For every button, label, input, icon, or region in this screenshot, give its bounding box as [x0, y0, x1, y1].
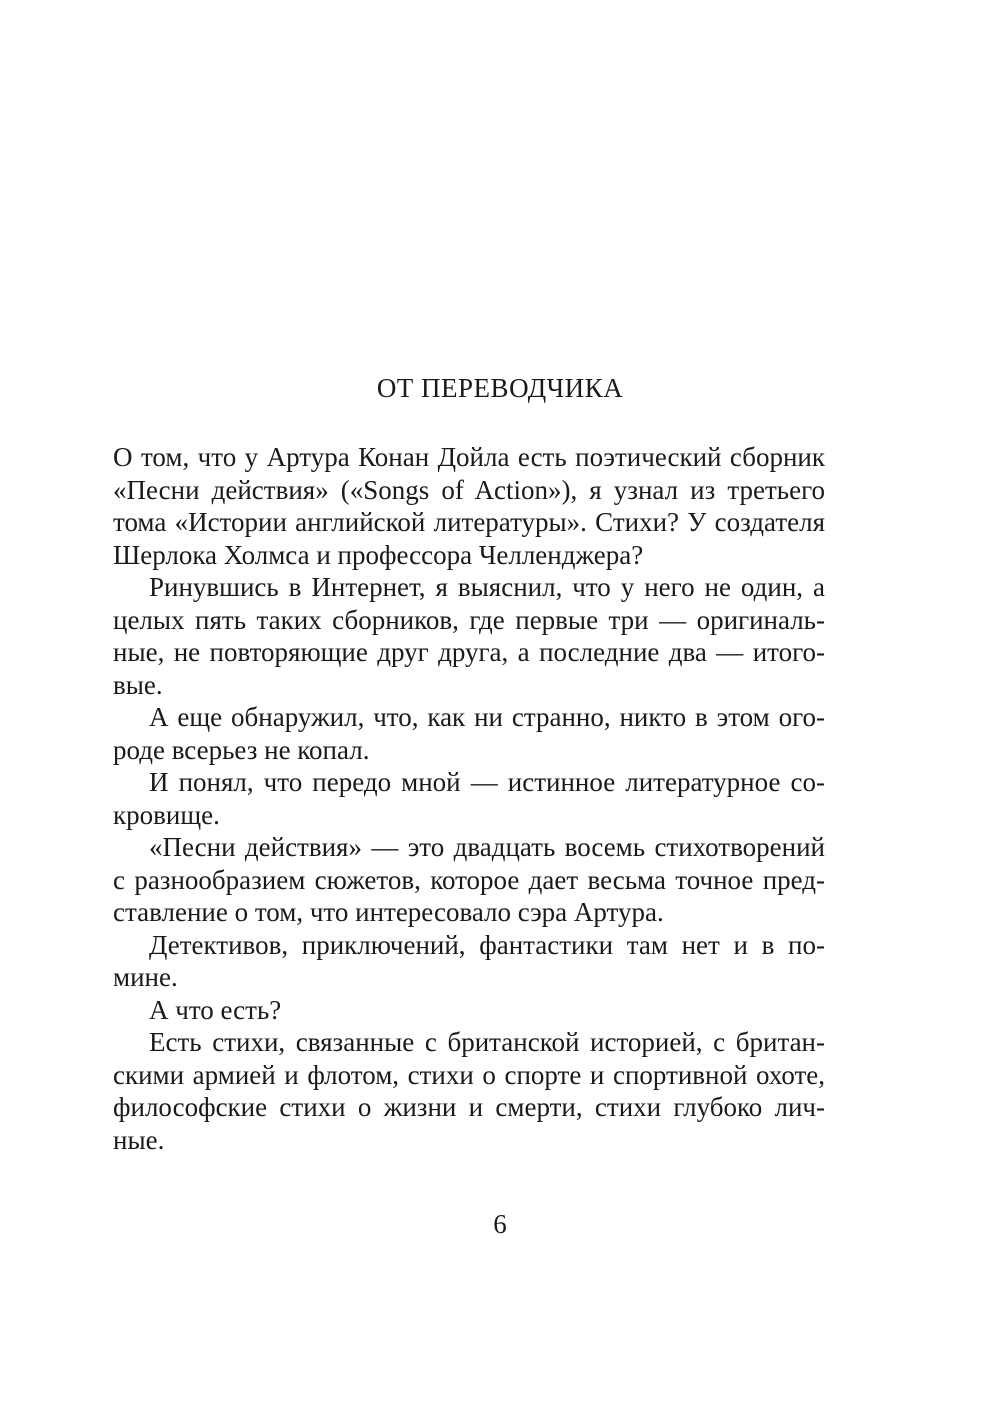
chapter-title: ОТ ПЕРЕВОДЧИКА	[376, 373, 624, 403]
text-line: роде всерьез не копал.	[113, 734, 370, 765]
text-line: тома «Истории английской литературы». Стихи? У создателя	[113, 507, 825, 537]
text-line: А еще обнаружил, что, как ни странно, никто в этом ого-	[149, 702, 825, 732]
text-line: Шерлока Холмса и профессора Челленджера?	[113, 539, 644, 570]
text-line: целых пять таких сборников, где первые три — оригиналь-	[113, 604, 825, 635]
paragraph-2	[113, 571, 825, 701]
text-line: «Песни действия» — это двадцать восемь стихотворений	[149, 832, 825, 862]
paragraph-3	[113, 701, 825, 766]
text-line: И понял, что передо мной — истинное литературное со-	[149, 767, 825, 797]
text-line: Детективов, приключений, фантастики там нет и в по-	[149, 929, 825, 960]
paragraph-5	[113, 831, 825, 929]
paragraph-7	[113, 994, 825, 1027]
paragraph-1	[113, 441, 825, 571]
text-line: ные.	[113, 1124, 165, 1155]
text-line: О том, что у Артура Конан Дойла есть поэтический сборник	[113, 442, 825, 472]
paragraph-6	[113, 929, 825, 994]
text-line: А что есть?	[149, 994, 282, 1025]
text-line: скими армией и флотом, стихи о спорте и спортивной охоте,	[113, 1059, 825, 1090]
text-line: философские стихи о жизни и смерти, стихи глубоко лич-	[113, 1092, 825, 1122]
text-line: ные, не повторяющие друг друга, а последние два — итого-	[113, 637, 825, 667]
text-line: Ринувшись в Интернет, я выяснил, что у него не один, а	[149, 572, 825, 602]
paragraph-4	[113, 766, 825, 831]
text-line: ставление о том, что интересовало сэра Артура.	[113, 897, 664, 927]
paragraph-8	[113, 1026, 825, 1156]
text-line: с разнообразием сюжетов, которое дает весьма точное пред-	[113, 864, 825, 895]
text-line: кровище.	[113, 799, 220, 830]
text-line: «Песни действия» («Songs of Action»), я узнал из третьего	[113, 474, 825, 505]
page-number: 6	[493, 1209, 507, 1239]
chapter-body	[113, 441, 825, 1156]
text-line: мине.	[113, 962, 178, 992]
text-line: вые.	[113, 669, 163, 700]
text-line: Есть стихи, связанные с британской историей, с британ-	[149, 1027, 825, 1057]
